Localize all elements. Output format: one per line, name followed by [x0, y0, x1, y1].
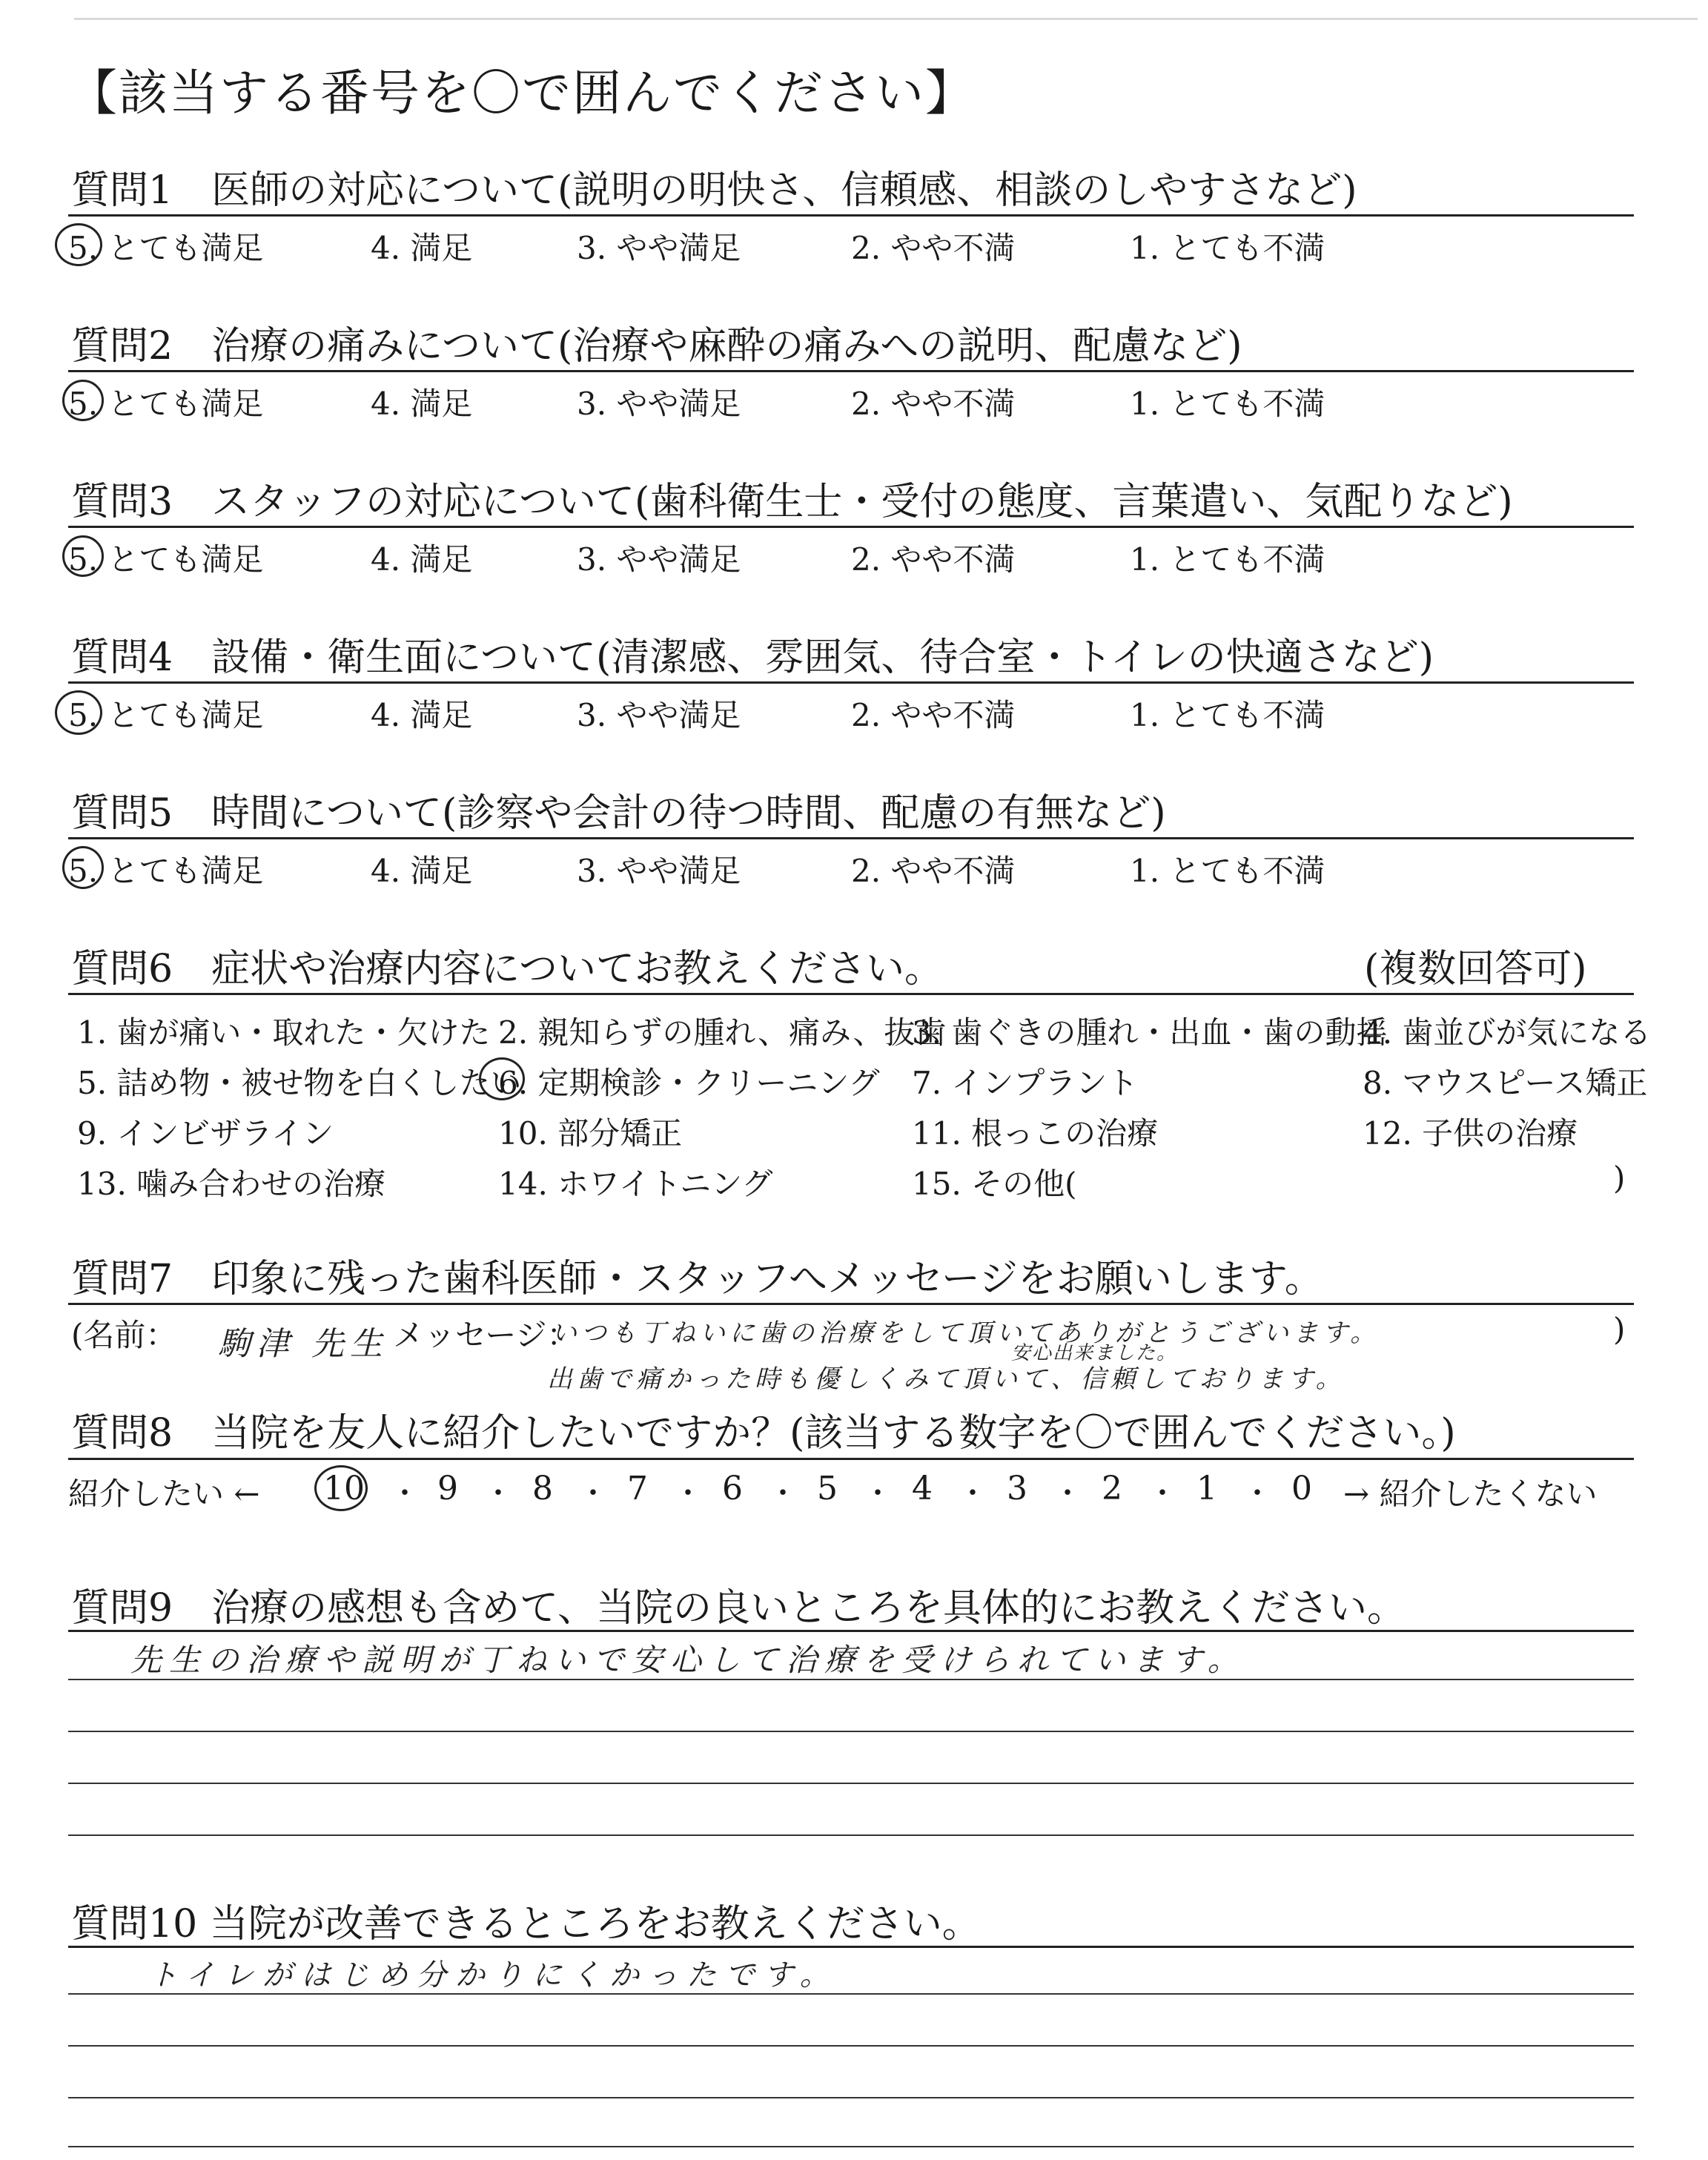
rating-option-2[interactable]: 2. やや不満	[851, 230, 1016, 266]
scale-4[interactable]: 4	[912, 1470, 933, 1507]
question-rule	[68, 1946, 1634, 1948]
rating-option-1[interactable]: 1. とても不満	[1130, 541, 1325, 578]
question-title: 質問1 医師の対応について(説明の明快さ、信頼感、相談のしやすさなど)	[71, 168, 1357, 213]
question-title: 質問8 当院を友人に紹介したいですか？(該当する数字を〇で囲んでください。)	[71, 1411, 1456, 1456]
rating-option-1[interactable]: 1. とても不満	[1130, 386, 1325, 422]
scale-7[interactable]: 7	[627, 1470, 648, 1507]
scale-0[interactable]: 0	[1291, 1470, 1312, 1507]
rating-option-4[interactable]: 4. 満足	[371, 541, 473, 578]
answer-line	[68, 2097, 1634, 2098]
question-title: 質問7 印象に残った歯科医師・スタッフへメッセージをお願いします。	[71, 1257, 1323, 1301]
recommend-left-label: 紹介したい ←	[68, 1476, 260, 1512]
rating-option-4[interactable]: 4. 満足	[371, 386, 473, 422]
scale-2[interactable]: 2	[1102, 1470, 1122, 1507]
handwritten-message-line-2[interactable]: 出歯で痛かった時も優しくみて頂いて、信頼しております。	[547, 1364, 1345, 1394]
rating-option-1[interactable]: 1. とても不満	[1130, 697, 1325, 733]
rating-option-1[interactable]: 1. とても不満	[1130, 853, 1325, 889]
symptom-option-3[interactable]: 3. 歯ぐきの腫れ・出血・歯の動揺	[912, 1014, 1388, 1051]
scale-1[interactable]: 1	[1196, 1470, 1217, 1507]
question-title: 質問10 当院が改善できるところをお教えください。	[71, 1902, 981, 1946]
scale-10[interactable]: 10	[323, 1470, 365, 1507]
scale-9[interactable]: 9	[437, 1470, 458, 1507]
symptom-option-5[interactable]: 5. 詰め物・被せ物を白くしたい	[77, 1065, 522, 1101]
question-title: 質問4 設備・衛生面について(清潔感、雰囲気、待合室・トイレの快適さなど)	[71, 635, 1434, 680]
question-title: 質問2 治療の痛みについて(治療や麻酔の痛みへの説明、配慮など)	[71, 324, 1242, 369]
answer-line	[68, 1783, 1634, 1784]
symptom-option-4[interactable]: 4. 歯並びが気になる	[1363, 1014, 1652, 1051]
recommend-right-label: → 紹介したくない	[1343, 1476, 1598, 1512]
name-label: (名前：	[71, 1317, 177, 1353]
rating-option-2[interactable]: 2. やや不満	[851, 697, 1016, 733]
rating-option-5[interactable]: 5. とても満足	[68, 697, 264, 733]
handwritten-name[interactable]: 駒津 先生	[218, 1325, 388, 1363]
rating-option-3[interactable]: 3. やや満足	[577, 853, 741, 889]
scale-dot: ・	[768, 1476, 798, 1510]
symptom-option-13[interactable]: 13. 噛み合わせの治療	[77, 1166, 386, 1202]
scale-5[interactable]: 5	[817, 1470, 838, 1507]
question-rule	[68, 681, 1634, 684]
rating-option-5[interactable]: 5. とても満足	[68, 853, 264, 889]
question-rule	[68, 837, 1634, 839]
scale-dot: ・	[1053, 1476, 1082, 1510]
question-title: 質問9 治療の感想も含めて、当院の良いところを具体的にお教えください。	[71, 1586, 1406, 1631]
scale-dot: ・	[483, 1476, 513, 1510]
symptom-option-12[interactable]: 12. 子供の治療	[1363, 1115, 1578, 1152]
other-close-paren: )	[1613, 1160, 1626, 1196]
answer-line	[68, 1731, 1634, 1732]
question-rule	[68, 993, 1634, 995]
answer-line	[68, 2146, 1634, 2147]
symptom-option-14[interactable]: 14. ホワイトニング	[498, 1166, 773, 1202]
symptom-option-11[interactable]: 11. 根っこの治療	[912, 1115, 1159, 1152]
rating-option-4[interactable]: 4. 満足	[371, 853, 473, 889]
scale-8[interactable]: 8	[532, 1470, 553, 1507]
answer-line	[68, 2045, 1634, 2047]
rating-option-4[interactable]: 4. 満足	[371, 230, 473, 266]
question-title: 質問6 症状や治療内容についてお教えください。	[71, 947, 944, 991]
rating-option-5[interactable]: 5. とても満足	[68, 230, 264, 266]
page-top-border	[74, 18, 1698, 20]
rating-option-5[interactable]: 5. とても満足	[68, 386, 264, 422]
rating-option-5[interactable]: 5. とても満足	[68, 541, 264, 578]
symptom-option-1[interactable]: 1. 歯が痛い・取れた・欠けた	[77, 1014, 491, 1051]
scale-dot: ・	[958, 1476, 987, 1510]
symptom-option-7[interactable]: 7. インプラント	[912, 1065, 1139, 1101]
question-rule	[68, 526, 1634, 528]
rating-option-2[interactable]: 2. やや不満	[851, 541, 1016, 578]
answer-line	[68, 1993, 1634, 1995]
message-close-paren: )	[1613, 1311, 1626, 1347]
scale-dot: ・	[1242, 1476, 1272, 1510]
scale-dot: ・	[578, 1476, 608, 1510]
scale-3[interactable]: 3	[1007, 1470, 1027, 1507]
rating-option-3[interactable]: 3. やや満足	[577, 697, 741, 733]
question-rule	[68, 214, 1634, 217]
answer-line	[68, 1834, 1634, 1836]
question-rule	[68, 1303, 1634, 1305]
question-title: 質問5 時間について(診察や会計の待つ時間、配慮の有無など)	[71, 791, 1166, 836]
scale-dot: ・	[1148, 1476, 1177, 1510]
handwritten-answer[interactable]: 先生の治療や説明が丁ねいで安心して治療を受けられています。	[130, 1642, 1246, 1678]
symptom-option-9[interactable]: 9. インビザライン	[77, 1115, 334, 1152]
handwritten-message-insert: 安心出来ました。	[1011, 1342, 1178, 1364]
rating-option-3[interactable]: 3. やや満足	[577, 386, 741, 422]
handwritten-message-line-1[interactable]: いつも丁ねいに歯の治療をして頂いてありがとうございます。	[552, 1318, 1380, 1348]
scale-dot: ・	[390, 1476, 420, 1510]
question-title: 質問3 スタッフの対応について(歯科衛生士・受付の態度、言葉遣い、気配りなど)	[71, 480, 1513, 524]
symptom-option-10[interactable]: 10. 部分矯正	[498, 1115, 683, 1152]
symptom-option-15[interactable]: 15. その他(	[912, 1166, 1077, 1202]
scale-dot: ・	[673, 1476, 703, 1510]
rating-option-1[interactable]: 1. とても不満	[1130, 230, 1325, 266]
answer-line	[68, 1679, 1634, 1680]
multiple-answers-note: (複数回答可)	[1364, 947, 1587, 991]
rating-option-2[interactable]: 2. やや不満	[851, 853, 1016, 889]
message-label: メッセージ：	[393, 1317, 578, 1353]
rating-option-2[interactable]: 2. やや不満	[851, 386, 1016, 422]
symptom-option-6[interactable]: 6. 定期検診・クリーニング	[498, 1065, 880, 1101]
rating-option-4[interactable]: 4. 満足	[371, 697, 473, 733]
question-rule	[68, 370, 1634, 372]
handwritten-answer[interactable]: トイレがはじめ分かりにくかったです。	[148, 1958, 838, 1992]
question-rule	[68, 1458, 1634, 1460]
page-header: 【該当する番号を〇で囲んでください】	[68, 65, 976, 122]
rating-option-3[interactable]: 3. やや満足	[577, 230, 741, 266]
scale-6[interactable]: 6	[722, 1470, 743, 1507]
rating-option-3[interactable]: 3. やや満足	[577, 541, 741, 578]
question-rule	[68, 1630, 1634, 1632]
symptom-option-2[interactable]: 2. 親知らずの腫れ、痛み、抜歯	[498, 1014, 947, 1051]
symptom-option-8[interactable]: 8. マウスピース矯正	[1363, 1065, 1648, 1101]
scale-dot: ・	[863, 1476, 893, 1510]
